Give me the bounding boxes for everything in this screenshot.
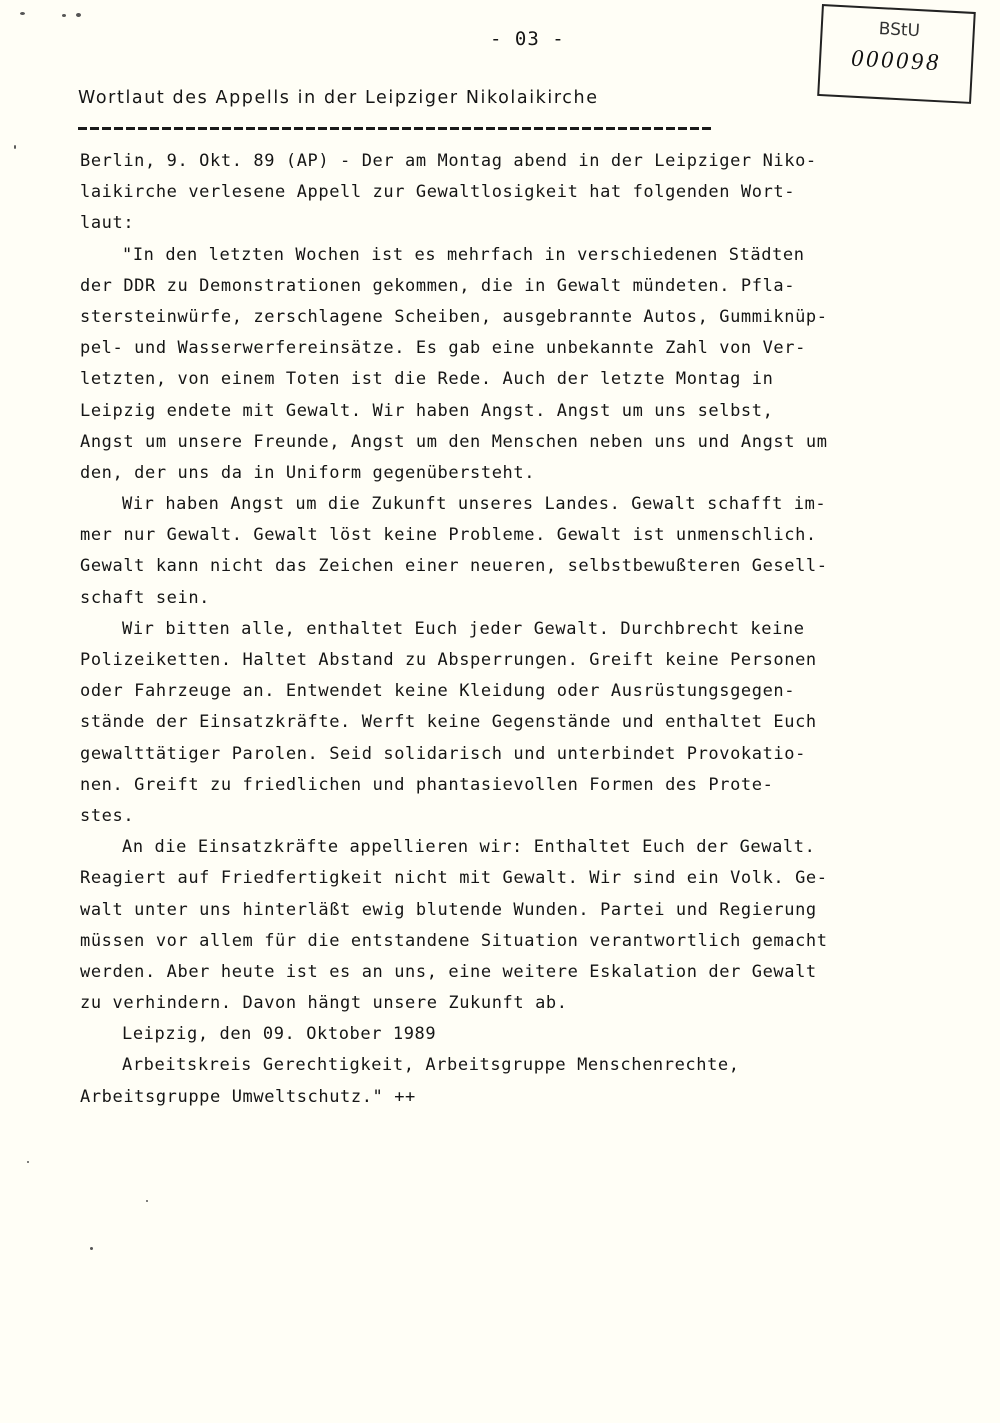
scan-speck [90, 1247, 93, 1250]
page-number: - 03 - [490, 28, 565, 50]
text-line: stände der Einsatzkräfte. Werft keine Gegenstände und enthaltet Euch [80, 712, 817, 733]
signature-groups-end: Arbeitsgruppe Umweltschutz." ++ [80, 1086, 416, 1107]
archive-stamp [817, 4, 976, 104]
text-line: nen. Greift zu friedlichen und phantasievollen Formen des Prote- [80, 774, 774, 795]
scan-speck [62, 14, 66, 17]
text-line: walt unter uns hinterläßt ewig blutende Wunden. Partei und Regierung [80, 899, 817, 920]
scan-speck [20, 12, 25, 15]
text-line: pel- und Wasserwerfereinsätze. Es gab eine unbekannte Zahl von Ver- [80, 338, 806, 359]
signature-groups: Arbeitskreis Gerechtigkeit, Arbeitsgruppe Menschenrechte, [122, 1055, 740, 1076]
appeal-body [80, 146, 960, 1113]
dashed-underline [78, 127, 714, 130]
text-line: den, der uns da in Uniform gegenübersteht. [80, 462, 536, 483]
signature-date: Leipzig, den 09. Oktober 1989 [122, 1024, 437, 1045]
scan-speck [146, 1200, 148, 1202]
text-line: Wir haben Angst um die Zukunft unseres Landes. Gewalt schafft im- [122, 494, 827, 515]
text-line: Polizeiketten. Haltet Abstand zu Absperrungen. Greift keine Personen [80, 650, 817, 670]
text-line: Leipzig endete mit Gewalt. Wir haben Angst. Angst um uns selbst, [80, 400, 774, 421]
text-line: stes. [80, 805, 135, 826]
text-line: müssen vor allem für die entstandene Situation verantwortlich gemacht [80, 930, 828, 951]
text-line: Reagiert auf Friedfertigkeit nicht mit Gewalt. Wir sind ein Volk. Ge- [80, 868, 828, 889]
text-line: werden. Aber heute ist es an uns, eine weitere Eskalation der Gewalt [80, 961, 817, 982]
text-line: letzten, von einem Toten ist die Rede. Auch der letzte Montag in [80, 369, 774, 390]
text-line: gewalttätiger Parolen. Seid solidarisch und unterbindet Provokatio- [80, 743, 806, 764]
text-line: "In den letzten Wochen ist es mehrfach in verschiedenen Städten [122, 244, 805, 265]
scan-speck [27, 1161, 29, 1163]
scan-speck [76, 13, 81, 17]
scan-speck [14, 145, 16, 149]
text-line: An die Einsatzkräfte appellieren wir: Enthaltet Euch der Gewalt. [122, 837, 816, 858]
text-line: laikirche verlesene Appell zur Gewaltlosigkeit hat folgenden Wort- [80, 182, 796, 203]
text-line: oder Fahrzeuge an. Entwendet keine Kleidung oder Ausrüstungsgegen- [80, 681, 796, 702]
text-line: schaft sein. [80, 587, 211, 608]
text-line: Gewalt kann nicht das Zeichen einer neueren, selbstbewußteren Gesell- [80, 556, 828, 577]
text-line: der DDR zu Demonstrationen gekommen, die in Gewalt mündeten. Pfla- [80, 275, 796, 296]
stamp-label: BStU [878, 19, 921, 42]
text-line: zu verhindern. Davon hängt unsere Zukunft ab. [80, 993, 568, 1014]
text-line: Wir bitten alle, enthaltet Euch jeder Gewalt. Durchbrecht keine [122, 618, 805, 639]
text-line: Berlin, 9. Okt. 89 (AP) - Der am Montag abend in der Leipziger Niko- [80, 151, 817, 171]
stamp-number: 000098 [850, 45, 942, 77]
text-line: laut: [80, 213, 135, 234]
headline: Wortlaut des Appells in der Leipziger Nikolaikirche [78, 88, 599, 108]
text-line: stersteinwürfe, zerschlagene Scheiben, ausgebrannte Autos, Gummiknüp- [80, 306, 828, 327]
text-line: mer nur Gewalt. Gewalt löst keine Probleme. Gewalt ist unmenschlich. [80, 525, 817, 546]
text-line: Angst um unsere Freunde, Angst um den Menschen neben uns und Angst um [80, 431, 828, 452]
